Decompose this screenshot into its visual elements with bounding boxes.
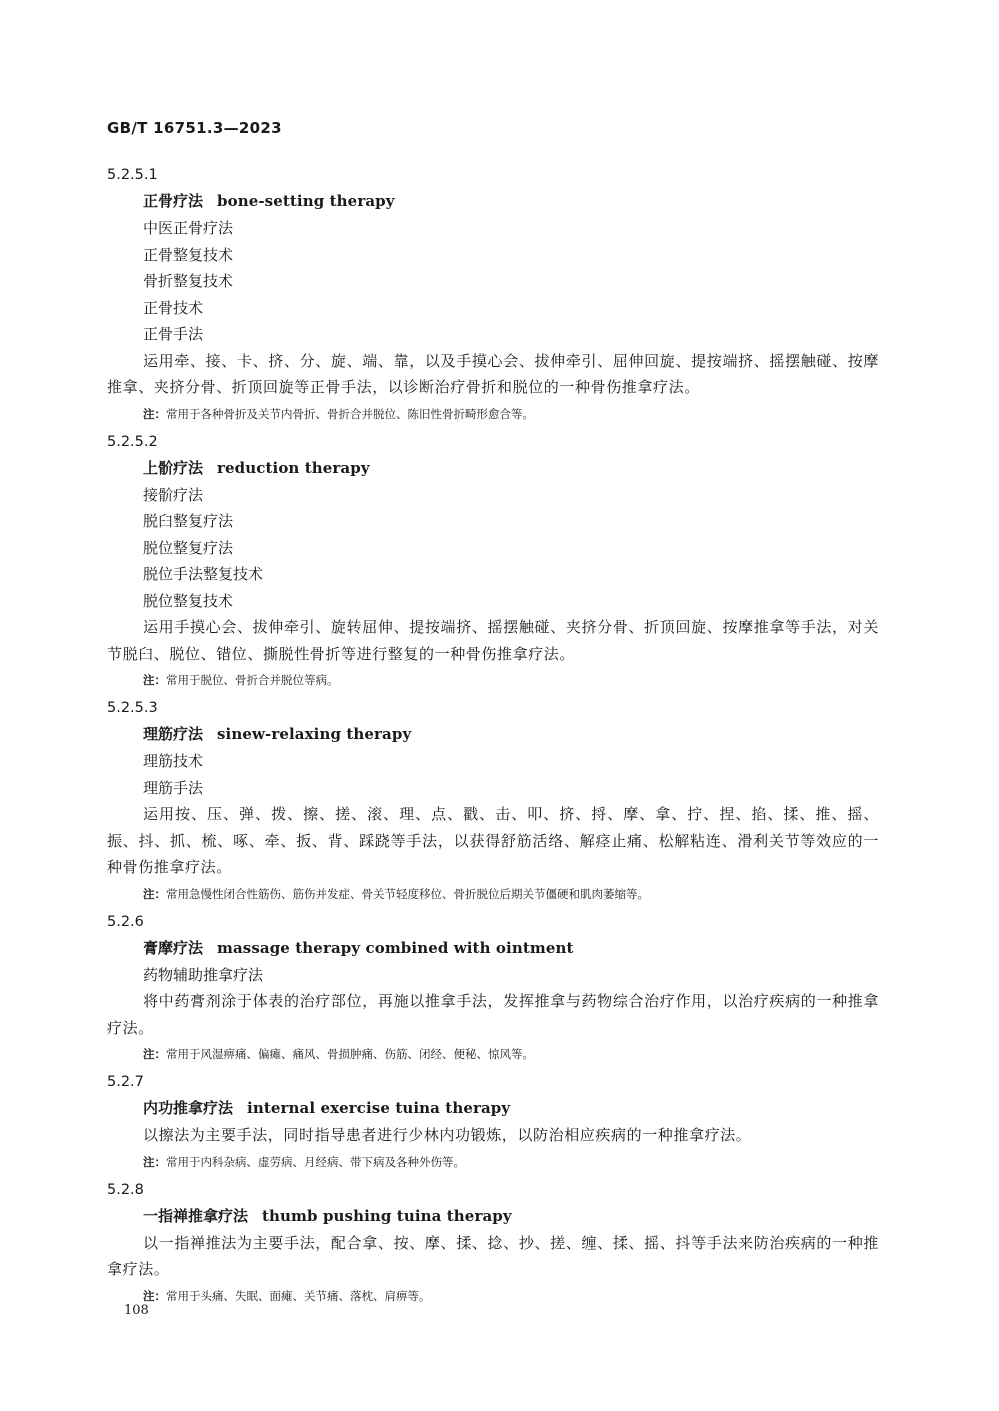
- definition: 运用手摸心会、拔伸牵引、旋转屈伸、提按端挤、摇摆触碰、夹挤分骨、折顶回旋、按摩推拿等手法，对关节脱臼、脱位、错位、撕脱性骨折等进行整复的一种骨伤推拿疗法。: [107, 618, 879, 663]
- synonym: 药物辅助推拿疗法: [143, 965, 264, 984]
- term-en: reduction therapy: [217, 458, 370, 477]
- entry-number: 5.2.5.2: [107, 433, 158, 450]
- note-label: 注：: [143, 673, 166, 687]
- document-code: GB/T 16751.3—2023: [107, 119, 282, 137]
- entry-number: 5.2.5.3: [107, 700, 158, 716]
- note-label: 注：: [143, 1047, 166, 1061]
- page-number: 108: [124, 1303, 149, 1318]
- note: [107, 881, 879, 907]
- term-entry: [107, 909, 879, 1068]
- synonym: 脱位整复疗法: [143, 538, 234, 557]
- entry-number: 5.2.8: [107, 1181, 144, 1198]
- synonym: 中医正骨疗法: [143, 219, 234, 237]
- term-zh: 上骱疗法: [143, 458, 204, 477]
- term-zh: 正骨疗法: [143, 192, 204, 210]
- term-zh: 膏摩疗法: [143, 938, 204, 957]
- term-heading: [107, 721, 879, 748]
- entry-number: 5.2.5.1: [107, 167, 158, 183]
- document-body: [107, 160, 879, 1309]
- term-heading: [107, 188, 879, 215]
- synonym: 正骨手法: [143, 325, 204, 343]
- term-heading: [107, 1203, 879, 1230]
- entry-number: 5.2.7: [107, 1074, 144, 1090]
- synonym: 理筋手法: [143, 778, 204, 797]
- note-text: 常用于各种骨折及关节内骨折、骨折合并脱位、陈旧性骨折畸形愈合等。: [166, 406, 534, 421]
- note-text: 常用于脱位、骨折合并脱位等病。: [166, 673, 339, 687]
- synonym: 正骨整复技术: [143, 245, 234, 264]
- term-entry: [107, 695, 879, 907]
- synonym: 脱臼整复疗法: [143, 512, 234, 530]
- note-label: 注：: [143, 1288, 166, 1303]
- term-heading: [107, 935, 879, 962]
- note: [107, 1041, 879, 1067]
- term-zh: 理筋疗法: [143, 725, 204, 743]
- term-entry: [107, 1069, 879, 1175]
- note-label: 注：: [143, 1154, 166, 1169]
- term-heading: [107, 1095, 879, 1122]
- term-en: sinew-relaxing therapy: [217, 725, 412, 743]
- note-label: 注：: [143, 406, 166, 421]
- definition: 以擦法为主要手法，同时指导患者进行少林内功锻炼，以防治相应疾病的一种推拿疗法。: [143, 1126, 752, 1144]
- synonym: 正骨技术: [143, 298, 204, 317]
- note-text: 常用于内科杂病、虚劳病、月经病、带下病及各种外伤等。: [166, 1154, 465, 1169]
- note: [107, 667, 879, 693]
- definition: 将中药膏剂涂于体表的治疗部位，再施以推拿手法，发挥推拿与药物综合治疗作用，以治疗疾病的一种推拿疗法。: [107, 992, 879, 1037]
- note-label: 注：: [143, 886, 166, 901]
- note: [107, 1283, 879, 1309]
- term-zh: 一指禅推拿疗法: [143, 1206, 249, 1225]
- note: [107, 401, 879, 427]
- term-en: massage therapy combined with ointment: [217, 938, 574, 957]
- entry-number: 5.2.6: [107, 913, 144, 930]
- term-en: bone-setting therapy: [217, 192, 395, 210]
- synonym: 脱位整复技术: [143, 591, 234, 610]
- term-entry: [107, 429, 879, 694]
- synonym: 骨折整复技术: [143, 272, 234, 290]
- synonym: 接骱疗法: [143, 485, 204, 504]
- note-text: 常用于头痛、失眠、面瘫、关节痛、落枕、肩痹等。: [166, 1288, 431, 1303]
- note-text: 常用于风湿痹痛、偏瘫、痛风、骨损肿痛、伤筋、闭经、便秘、惊风等。: [166, 1047, 534, 1061]
- term-heading: [107, 455, 879, 482]
- term-entry: [107, 162, 879, 427]
- note: [107, 1149, 879, 1175]
- definition: 运用牵、接、卡、挤、分、旋、端、靠，以及手摸心会、拔伸牵引、屈伸回旋、提按端挤、摇摆触碰、按摩推拿、夹挤分骨、折顶回旋等正骨手法，以诊断治疗骨折和脱位的一种骨伤推拿疗法。: [107, 351, 879, 396]
- note-text: 常用急慢性闭合性筋伤、筋伤并发症、骨关节轻度移位、骨折脱位后期关节僵硬和肌肉萎缩等。: [166, 886, 649, 901]
- definition: 以一指禅推法为主要手法，配合拿、按、摩、揉、捻、抄、搓、缠、揉、摇、抖等手法来防治疾病的一种推拿疗法。: [107, 1233, 879, 1278]
- term-entry: [107, 1177, 879, 1309]
- term-zh: 内功推拿疗法: [143, 1099, 234, 1117]
- definition: 运用按、压、弹、拨、擦、搓、滚、理、点、戳、击、叩、挤、捋、摩、拿、拧、捏、掐、揉、推、摇、振、抖、抓、梳、啄、牵、扳、背、踩跷等手法，以获得舒筋活络、解痉止痛、松解粘连、滑利关节等效应的一种骨伤推拿疗法。: [107, 805, 879, 876]
- term-en: thumb pushing tuina therapy: [262, 1206, 512, 1225]
- term-en: internal exercise tuina therapy: [247, 1099, 511, 1117]
- synonym: 脱位手法整复技术: [143, 565, 264, 583]
- synonym: 理筋技术: [143, 752, 204, 770]
